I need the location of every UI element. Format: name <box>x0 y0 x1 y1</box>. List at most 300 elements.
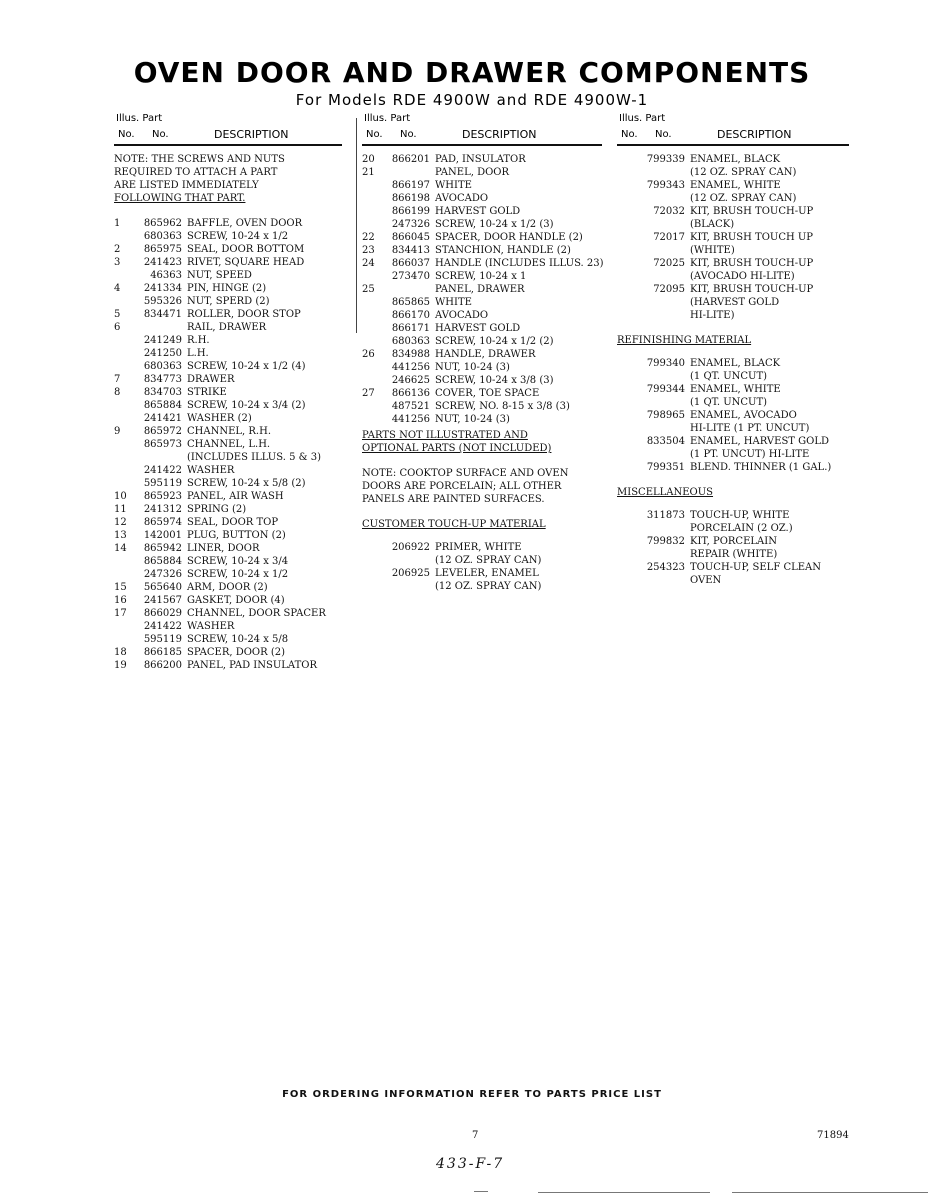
part-number: 866197 <box>391 180 430 191</box>
part-description: AVOCADO <box>435 193 489 204</box>
part-row <box>362 244 602 257</box>
part-row <box>114 399 342 412</box>
part-description: SCREW, 10-24 x 1/2 (3) <box>435 219 554 230</box>
part-description: STANCHION, HANDLE (2) <box>435 245 571 256</box>
part-number <box>638 370 690 383</box>
part-row <box>114 633 342 646</box>
illus-number: 12 <box>114 517 127 528</box>
part-description: LINER, DOOR <box>187 543 260 554</box>
part-row <box>362 541 602 554</box>
illus-number: 19 <box>114 660 127 671</box>
illus-number <box>617 205 638 218</box>
part-row <box>362 270 602 283</box>
part-number: 799339 <box>646 154 685 165</box>
illus-number: 11 <box>114 504 127 515</box>
part-description: PIN, HINGE (2) <box>187 283 267 294</box>
part-row <box>114 217 342 230</box>
part-description: (1 QT. UNCUT) <box>690 397 768 408</box>
part-row <box>617 396 849 409</box>
scan-mark <box>538 1192 710 1193</box>
illus-number: 4 <box>114 283 121 294</box>
part-description: ENAMEL, WHITE <box>690 180 781 191</box>
part-description: CHANNEL, DOOR SPACER <box>187 608 326 619</box>
part-row <box>617 257 849 270</box>
part-row <box>617 244 849 257</box>
part-row <box>617 383 849 396</box>
part-number <box>638 574 690 587</box>
illus-number <box>617 283 638 296</box>
part-row <box>114 581 342 594</box>
part-row <box>617 522 849 535</box>
part-row <box>114 620 342 633</box>
part-description: CHANNEL, L.H. <box>187 439 271 450</box>
porcelain-note <box>362 467 602 506</box>
part-description: SPACER, DOOR HANDLE (2) <box>435 232 583 243</box>
part-description: GASKET, DOOR (4) <box>187 595 285 606</box>
part-row <box>114 503 342 516</box>
document-code: 71894 <box>817 1130 849 1141</box>
part-description: LEVELER, ENAMEL <box>435 568 539 579</box>
part-description: TOUCH-UP, SELF CLEAN <box>690 562 822 573</box>
note-line: REQUIRED TO ATTACH A PART <box>114 167 278 178</box>
note-line: DOORS ARE PORCELAIN; ALL OTHER <box>362 481 562 492</box>
header-part-no: No. <box>152 129 169 140</box>
part-number <box>638 192 690 205</box>
part-number: 241422 <box>143 465 182 476</box>
part-number: 595119 <box>143 634 182 645</box>
part-row <box>114 477 342 490</box>
part-number: 866199 <box>391 206 430 217</box>
part-row <box>362 192 602 205</box>
part-number: 866200 <box>143 660 182 671</box>
part-description: ENAMEL, HARVEST GOLD <box>690 436 829 447</box>
part-row <box>114 529 342 542</box>
header-part-no: No. <box>400 129 417 140</box>
header-illus-no: No. <box>118 129 135 140</box>
part-row <box>362 231 602 244</box>
part-number: 206922 <box>391 542 430 553</box>
part-row <box>617 357 849 370</box>
column-header <box>362 112 602 146</box>
illus-number: 16 <box>114 595 127 606</box>
part-description: WASHER <box>187 465 235 476</box>
part-row <box>617 535 849 548</box>
part-description: BLEND. THINNER (1 GAL.) <box>690 462 832 473</box>
illus-number <box>362 322 383 335</box>
illus-number <box>114 555 135 568</box>
part-row <box>114 646 342 659</box>
part-number: 72032 <box>653 206 685 217</box>
part-row <box>617 153 849 166</box>
illus-number <box>114 438 135 451</box>
part-number: 595119 <box>143 478 182 489</box>
part-number: 866037 <box>391 258 430 269</box>
part-description: SCREW, 10-24 x 3/4 <box>187 556 289 567</box>
part-number: 834988 <box>391 349 430 360</box>
part-row <box>362 374 602 387</box>
note-line: ARE LISTED IMMEDIATELY <box>114 180 259 191</box>
illus-number <box>617 370 638 383</box>
part-number: 72025 <box>653 258 685 269</box>
part-description: PLUG, BUTTON (2) <box>187 530 286 541</box>
illus-number <box>114 464 135 477</box>
illus-number: 10 <box>114 491 127 502</box>
part-number <box>135 321 187 334</box>
part-number: 866045 <box>391 232 430 243</box>
page-title: OVEN DOOR AND DRAWER COMPONENTS <box>133 56 811 89</box>
parts-column-2 <box>362 112 602 593</box>
part-row <box>362 309 602 322</box>
part-number: 866201 <box>391 154 430 165</box>
part-number: 241423 <box>143 257 182 268</box>
part-number <box>638 218 690 231</box>
part-description: NUT, SPERD (2) <box>187 296 270 307</box>
part-row <box>114 490 342 503</box>
part-description: TOUCH-UP, WHITE <box>690 510 790 521</box>
illus-number <box>617 422 638 435</box>
part-row <box>362 580 602 593</box>
part-row <box>114 386 342 399</box>
illus-number <box>114 451 135 464</box>
part-number: 865973 <box>143 439 182 450</box>
part-row <box>114 269 342 282</box>
part-number <box>383 554 435 567</box>
illus-number <box>362 541 383 554</box>
part-number <box>638 166 690 179</box>
part-description: HARVEST GOLD <box>435 323 521 334</box>
part-number: 834773 <box>143 374 182 385</box>
illus-number <box>617 231 638 244</box>
note-line: FOLLOWING THAT PART. <box>114 193 246 204</box>
illus-number: 7 <box>114 374 121 385</box>
part-description: (AVOCADO HI-LITE) <box>690 271 795 282</box>
illus-number <box>362 374 383 387</box>
illus-number <box>114 412 135 425</box>
illus-number <box>617 396 638 409</box>
illus-number <box>362 205 383 218</box>
part-number: 680363 <box>391 336 430 347</box>
illus-number <box>362 335 383 348</box>
illus-number <box>114 399 135 412</box>
part-number: 866185 <box>143 647 182 658</box>
part-row <box>362 153 602 166</box>
illus-number <box>114 477 135 490</box>
part-description: KIT, BRUSH TOUCH-UP <box>690 284 814 295</box>
parts-list <box>362 153 602 426</box>
parts-list <box>617 357 849 474</box>
illus-number <box>617 153 638 166</box>
part-row <box>114 295 342 308</box>
page-number: 7 <box>472 1130 479 1141</box>
part-row <box>114 243 342 256</box>
parts-list <box>617 153 849 322</box>
part-number <box>638 396 690 409</box>
part-description: (HARVEST GOLD <box>690 297 780 308</box>
header-illus-part: Illus. Part <box>116 113 163 124</box>
part-row <box>617 205 849 218</box>
part-description: COVER, TOE SPACE <box>435 388 540 399</box>
part-description: SCREW, 10-24 x 3/8 (3) <box>435 375 554 386</box>
part-row <box>617 422 849 435</box>
part-number: 865942 <box>143 543 182 554</box>
part-row <box>617 283 849 296</box>
part-number: 834703 <box>143 387 182 398</box>
illus-number <box>362 554 383 567</box>
part-row <box>362 387 602 400</box>
illus-number <box>114 230 135 243</box>
illus-number <box>362 218 383 231</box>
illus-number <box>617 357 638 370</box>
part-description: SPACER, DOOR (2) <box>187 647 286 658</box>
part-row <box>114 516 342 529</box>
part-number: 241249 <box>143 335 182 346</box>
illus-number: 5 <box>114 309 121 320</box>
illus-number <box>617 522 638 535</box>
part-number: 866029 <box>143 608 182 619</box>
note-line: OPTIONAL PARTS (NOT INCLUDED) <box>362 443 552 454</box>
part-description: DRAWER <box>187 374 235 385</box>
note-line: NOTE: THE SCREWS AND NUTS <box>114 154 285 165</box>
illus-number: 27 <box>362 388 375 399</box>
part-number: 246625 <box>391 375 430 386</box>
header-description: DESCRIPTION <box>717 128 792 141</box>
part-description: SCREW, 10-24 x 1/2 (2) <box>435 336 554 347</box>
part-number <box>383 283 435 296</box>
part-description: ENAMEL, BLACK <box>690 154 781 165</box>
part-row <box>362 257 602 270</box>
parts-column-3 <box>617 112 849 587</box>
part-row <box>362 335 602 348</box>
part-description: ENAMEL, AVOCADO <box>690 410 797 421</box>
part-description: (12 OZ. SPRAY CAN) <box>435 555 542 566</box>
part-number: 72017 <box>653 232 685 243</box>
not-illustrated-heading <box>362 429 602 455</box>
part-row <box>362 361 602 374</box>
illus-number <box>617 461 638 474</box>
part-description: STRIKE <box>187 387 227 398</box>
illus-number <box>617 309 638 322</box>
part-number: 241312 <box>143 504 182 515</box>
part-row <box>617 192 849 205</box>
illus-number <box>617 166 638 179</box>
illus-number <box>617 548 638 561</box>
illus-number: 14 <box>114 543 127 554</box>
header-description: DESCRIPTION <box>462 128 537 141</box>
illus-number <box>362 270 383 283</box>
part-number: 247326 <box>143 569 182 580</box>
parts-list <box>362 541 602 593</box>
part-row <box>114 607 342 620</box>
part-row <box>617 296 849 309</box>
part-number: 680363 <box>143 231 182 242</box>
part-number: 865974 <box>143 517 182 528</box>
part-number: 799343 <box>646 180 685 191</box>
part-row <box>617 448 849 461</box>
part-row <box>362 283 602 296</box>
illus-number <box>114 620 135 633</box>
part-row <box>114 412 342 425</box>
illus-number <box>617 179 638 192</box>
illus-number: 15 <box>114 582 127 593</box>
part-number: 799351 <box>646 462 685 473</box>
part-number: 273470 <box>391 271 430 282</box>
part-description: KIT, PORCELAIN <box>690 536 777 547</box>
header-part-no: No. <box>655 129 672 140</box>
illus-number: 24 <box>362 258 375 269</box>
part-description: SCREW, 10-24 x 1 <box>435 271 527 282</box>
illus-number <box>362 400 383 413</box>
part-description: BAFFLE, OVEN DOOR <box>187 218 303 229</box>
part-row <box>362 322 602 335</box>
part-description: (INCLUDES ILLUS. 5 & 3) <box>187 452 321 463</box>
part-number: 241421 <box>143 413 182 424</box>
part-row <box>114 425 342 438</box>
part-description: PANEL, DOOR <box>435 167 510 178</box>
parts-list <box>114 217 342 672</box>
part-number <box>638 309 690 322</box>
part-row <box>617 309 849 322</box>
illus-number: 25 <box>362 284 375 295</box>
part-row <box>617 561 849 574</box>
part-description: RIVET, SQUARE HEAD <box>187 257 305 268</box>
part-description: SCREW, 10-24 x 5/8 <box>187 634 289 645</box>
part-row <box>114 373 342 386</box>
illus-number <box>362 192 383 205</box>
part-description: RAIL, DRAWER <box>187 322 267 333</box>
part-row <box>362 166 602 179</box>
illus-number: 9 <box>114 426 121 437</box>
part-row <box>114 321 342 334</box>
part-description: PRIMER, WHITE <box>435 542 522 553</box>
illus-number: 21 <box>362 167 375 178</box>
part-description: ROLLER, DOOR STOP <box>187 309 301 320</box>
part-number: 241567 <box>143 595 182 606</box>
illus-number <box>617 192 638 205</box>
part-description: WASHER (2) <box>187 413 252 424</box>
illus-number: 20 <box>362 154 375 165</box>
part-description: (WHITE) <box>690 245 735 256</box>
part-number: 441256 <box>391 362 430 373</box>
part-number: 798965 <box>646 410 685 421</box>
part-description: KIT, BRUSH TOUCH-UP <box>690 258 814 269</box>
part-row <box>362 400 602 413</box>
part-number: 254323 <box>646 562 685 573</box>
part-description: CHANNEL, R.H. <box>187 426 271 437</box>
illus-number <box>617 218 638 231</box>
illus-number <box>114 633 135 646</box>
part-row <box>617 548 849 561</box>
part-number: 865962 <box>143 218 182 229</box>
part-row <box>617 461 849 474</box>
part-row <box>362 205 602 218</box>
part-row <box>617 509 849 522</box>
part-number: 241422 <box>143 621 182 632</box>
illus-number <box>617 383 638 396</box>
part-row <box>362 296 602 309</box>
part-row <box>617 166 849 179</box>
part-description: SEAL, DOOR BOTTOM <box>187 244 305 255</box>
part-description: KIT, BRUSH TOUCH UP <box>690 232 814 243</box>
part-number: 142001 <box>143 530 182 541</box>
part-number: 565640 <box>143 582 182 593</box>
part-number: 247326 <box>391 219 430 230</box>
column-header <box>114 112 342 146</box>
part-number: 799344 <box>646 384 685 395</box>
part-number <box>638 296 690 309</box>
part-description: SCREW, 10-24 x 1/2 <box>187 231 289 242</box>
page-subtitle: For Models RDE 4900W and RDE 4900W-1 <box>295 91 649 109</box>
part-description: PAD, INSULATOR <box>435 154 526 165</box>
illus-number <box>617 244 638 257</box>
part-row <box>114 282 342 295</box>
part-description: KIT, BRUSH TOUCH-UP <box>690 206 814 217</box>
part-row <box>617 435 849 448</box>
part-description: SCREW, 10-24 x 1/2 <box>187 569 289 580</box>
part-number: 72095 <box>653 284 685 295</box>
part-description: PORCELAIN (2 OZ.) <box>690 523 793 534</box>
column-header <box>617 112 849 146</box>
illus-number <box>362 580 383 593</box>
part-description: PANEL, AIR WASH <box>187 491 284 502</box>
illus-number: 22 <box>362 232 375 243</box>
part-number: 311873 <box>646 510 685 521</box>
part-number: 595326 <box>143 296 182 307</box>
part-number: 487521 <box>391 401 430 412</box>
part-row <box>362 179 602 192</box>
screws-note <box>114 153 342 205</box>
part-number <box>135 451 187 464</box>
part-number <box>383 166 435 179</box>
touchup-heading: CUSTOMER TOUCH-UP MATERIAL <box>362 519 546 530</box>
header-illus-no: No. <box>621 129 638 140</box>
part-description: (12 OZ. SPRAY CAN) <box>690 193 797 204</box>
illus-number <box>362 309 383 322</box>
part-number: 866198 <box>391 193 430 204</box>
part-description: HI-LITE (1 PT. UNCUT) <box>690 423 810 434</box>
parts-list <box>617 509 849 587</box>
scan-mark <box>474 1191 488 1192</box>
part-number <box>638 422 690 435</box>
note-line: PARTS NOT ILLUSTRATED AND <box>362 430 528 441</box>
part-row <box>114 347 342 360</box>
part-row <box>114 334 342 347</box>
part-description: HANDLE (INCLUDES ILLUS. 23) <box>435 258 604 269</box>
illus-number: 1 <box>114 218 121 229</box>
illus-number <box>114 568 135 581</box>
illus-number <box>617 296 638 309</box>
refinishing-heading: REFINISHING MATERIAL <box>617 335 752 346</box>
part-row <box>617 231 849 244</box>
part-description: NUT, 10-24 (3) <box>435 362 510 373</box>
part-number: 799340 <box>646 358 685 369</box>
part-number <box>638 448 690 461</box>
illus-number: 3 <box>114 257 121 268</box>
part-number: 441256 <box>391 414 430 425</box>
part-description: SCREW, NO. 8-15 x 3/8 (3) <box>435 401 570 412</box>
header-illus-part: Illus. Part <box>364 113 411 124</box>
illus-number: 23 <box>362 245 375 256</box>
illus-number: 18 <box>114 647 127 658</box>
illus-number <box>114 269 135 282</box>
part-row <box>114 451 342 464</box>
illus-number: 8 <box>114 387 121 398</box>
illus-number <box>617 574 638 587</box>
part-row <box>114 230 342 243</box>
part-description: SCREW, 10-24 x 3/4 (2) <box>187 400 306 411</box>
part-description: L.H. <box>187 348 209 359</box>
illus-number <box>617 561 638 574</box>
part-row <box>114 594 342 607</box>
